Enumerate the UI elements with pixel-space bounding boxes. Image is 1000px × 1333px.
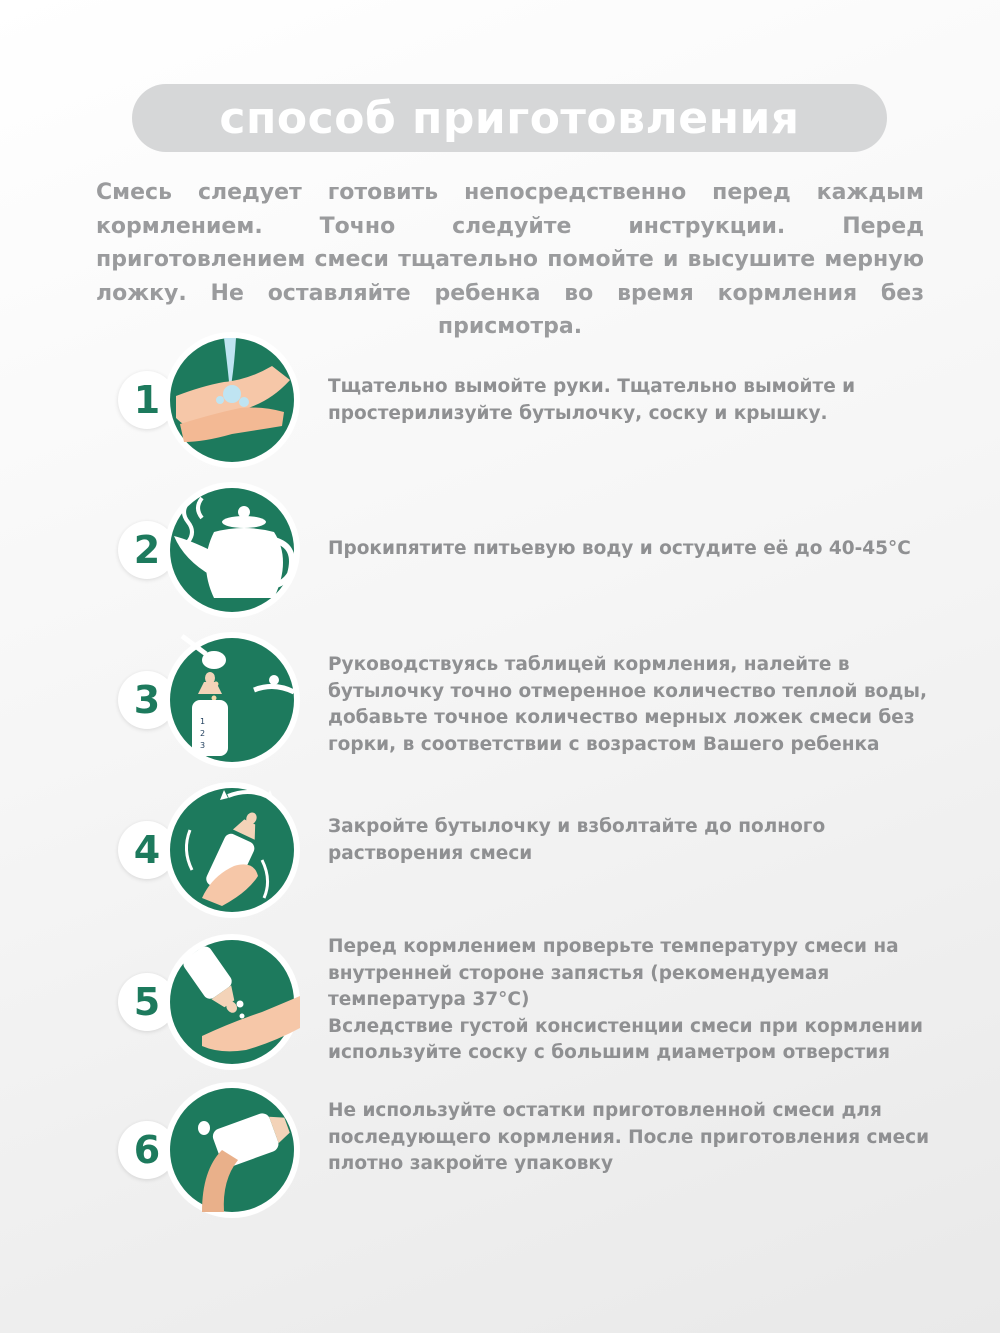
step-4 bbox=[0, 780, 1000, 920]
step-number: 3 bbox=[118, 671, 176, 729]
step-line: Тщательно вымойте руки. Тщательно вымойте и простерилизуйте бутылочку, соску и крышку. bbox=[328, 376, 856, 424]
step-number: 6 bbox=[118, 1121, 176, 1179]
step-text bbox=[328, 934, 948, 1067]
step-number: 2 bbox=[118, 521, 176, 579]
svg-text:1: 1 bbox=[200, 717, 206, 726]
spoon-bottle-icon bbox=[162, 630, 302, 770]
step-number: 4 bbox=[118, 821, 176, 879]
step-number: 1 bbox=[118, 371, 176, 429]
kettle-icon bbox=[162, 480, 302, 620]
step-line: Перед кормлением проверьте температуру смеси на внутренней стороне запястья (рекомендуемая температура 37°С) bbox=[328, 936, 899, 1010]
step-1 bbox=[0, 330, 1000, 470]
page-title: способ приготовления bbox=[219, 92, 800, 144]
wrist-test-icon bbox=[162, 932, 302, 1072]
step-2 bbox=[0, 480, 1000, 620]
step-line: Закройте бутылочку и взболтайте до полного растворения смеси bbox=[328, 816, 826, 864]
svg-text:2: 2 bbox=[200, 729, 206, 738]
step-6 bbox=[0, 1080, 1000, 1220]
step-text bbox=[328, 652, 948, 758]
svg-text:3: 3 bbox=[200, 741, 206, 750]
step-text bbox=[328, 374, 948, 427]
step-text bbox=[328, 814, 948, 867]
pour-out-icon bbox=[162, 1080, 302, 1220]
step-line: Руководствуясь таблицей кормления, налейте в бутылочку точно отмеренное количество теплой воды, добавьте точное количество мерных ложек смеси без горки, в соответствии с возрастом Вашего ребенка bbox=[328, 654, 928, 755]
step-5 bbox=[0, 932, 1000, 1072]
step-line: Прокипятите питьевую воду и остудите её до 40-45°С bbox=[328, 538, 911, 559]
shake-bottle-icon bbox=[162, 780, 302, 920]
step-number: 5 bbox=[118, 973, 176, 1031]
title-banner bbox=[132, 84, 887, 152]
washing-hands-icon bbox=[162, 330, 302, 470]
intro-text: Смесь следует готовить непосредственно перед каждым кормлением. Точно следуйте инструкции. Перед приготовлением смеси тщательно помойте и высушите мерную ложку. Не оставляйте ребенка во время кормления без присмотра. bbox=[96, 180, 924, 339]
step-text bbox=[328, 1098, 948, 1178]
step-3 bbox=[0, 630, 1000, 770]
step-line: Вследствие густой консистенции смеси при кормлении используйте соску с большим диаметром отверстия bbox=[328, 1015, 923, 1063]
step-line: Не используйте остатки приготовленной смеси для последующего кормления. После приготовления смеси плотно закройте упаковку bbox=[328, 1100, 930, 1174]
step-text bbox=[328, 536, 948, 563]
